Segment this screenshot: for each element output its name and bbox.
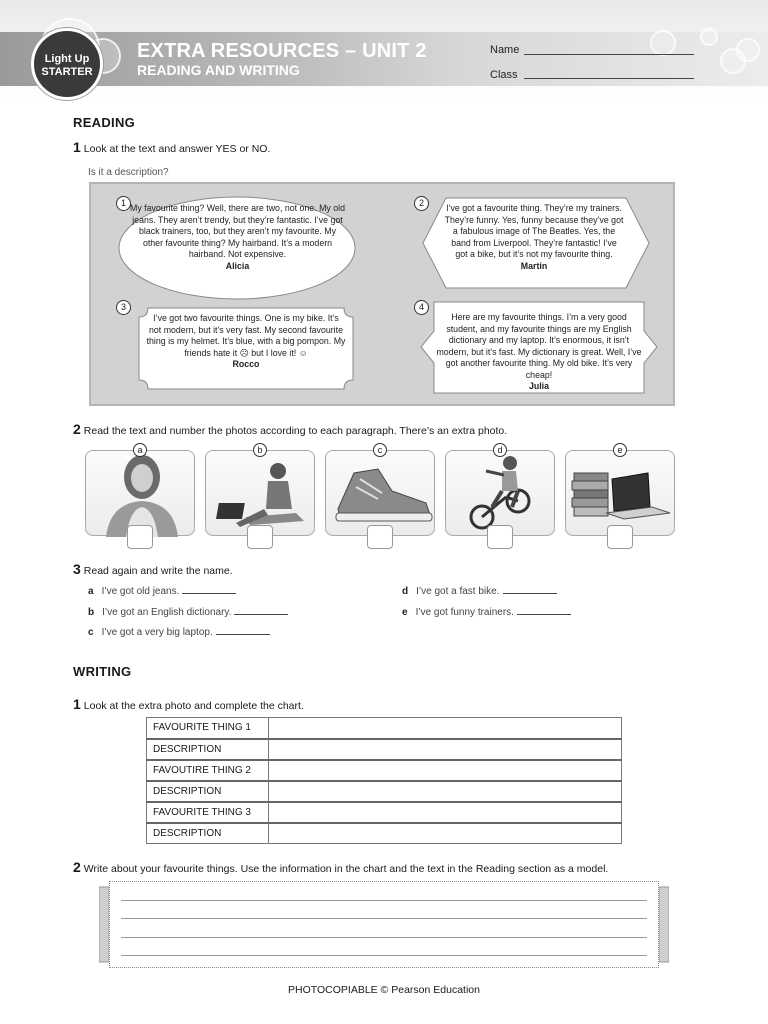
chart-answer-cell[interactable] — [269, 718, 622, 739]
text-number: 4 — [414, 300, 429, 315]
text-1-alicia — [130, 203, 345, 272]
q-text: Write about your favourite things. Use the information in the chart and the text in the Reading section as a model. — [83, 863, 609, 875]
item-letter: e — [402, 607, 408, 618]
text-3-rocco — [146, 313, 346, 371]
answer-blank[interactable] — [517, 614, 571, 615]
item-text: I’ve got an English dictionary. — [102, 607, 232, 618]
decor-bubble — [736, 38, 760, 62]
writing-heading: WRITING — [73, 664, 132, 679]
chart-row-label: FAVOURITE THING 1 — [147, 718, 269, 739]
text-body: I’ve got a favourite thing. They’re my trainers. They’re funny. Yes, funny because they’ve got a fabulous image of The Beatles. Yes, the band from Liverpool. They’re fantastic! I’ve got a bike, but it’s not my favourite thing. — [444, 203, 624, 259]
q-text: Look at the extra photo and complete the chart. — [83, 700, 304, 712]
text-2-martin — [444, 203, 624, 272]
light-up-starter-logo — [31, 28, 103, 100]
answer-blank[interactable] — [182, 593, 236, 594]
text-author: Martin — [520, 260, 548, 271]
writing-line — [121, 955, 647, 956]
favourite-things-chart — [146, 717, 622, 844]
text-author: Rocco — [232, 359, 260, 369]
chart-answer-cell[interactable] — [269, 739, 622, 760]
decor-bubble — [700, 28, 718, 46]
chart-row — [147, 739, 622, 760]
item-letter: b — [88, 607, 95, 618]
q-number: 1 — [73, 696, 81, 712]
item-letter: a — [88, 586, 94, 597]
q-number: 2 — [73, 859, 81, 875]
chart-answer-cell[interactable] — [269, 760, 622, 781]
chart-row — [147, 781, 622, 802]
text-4-julia — [436, 312, 642, 393]
photo-d — [445, 450, 555, 536]
logo-line1: Light Up — [44, 53, 90, 65]
chart-row-label: DESCRIPTION — [147, 739, 269, 760]
page-subtitle: READING AND WRITING — [137, 62, 300, 78]
answer-blank[interactable] — [503, 593, 557, 594]
chart-row-label: FAVOUTIRE THING 2 — [147, 760, 269, 781]
answer-box-b[interactable] — [247, 525, 273, 549]
reading-q1 — [73, 139, 270, 155]
answer-box-c[interactable] — [367, 525, 393, 549]
photo-c — [325, 450, 435, 536]
chart-row-label: DESCRIPTION — [147, 823, 269, 844]
text-number: 3 — [116, 300, 131, 315]
reading-q2 — [73, 421, 507, 437]
reading-q1-subquestion: Is it a description? — [88, 167, 169, 178]
text-body: Here are my favourite things. I’m a very good student, and my favourite things are my English dictionary and my laptop. It’s enormous, it isn’t modern, but it’s fast. My dictionary is great. Well, I’ve got another favourite thing. My old bike. It’s very cheap! — [436, 312, 642, 380]
text-body: I’ve got two favourite things. One is my bike. It’s not modern, but it’s very fast. My second favourite thing is my helmet. It’s blue, with a big pompon. My friends hate it ☹ but I love it! ☺ — [146, 313, 346, 358]
writing-q1 — [73, 696, 304, 712]
class-label: Class — [490, 69, 518, 81]
chart-row — [147, 718, 622, 739]
page-title: EXTRA RESOURCES – UNIT 2 — [137, 40, 427, 62]
q-number: 3 — [73, 561, 81, 577]
item-text: I’ve got a very big laptop. — [101, 627, 213, 638]
answer-box-d[interactable] — [487, 525, 513, 549]
name-label: Name — [490, 44, 520, 56]
photo-a — [85, 450, 195, 536]
text-author: Alicia — [225, 260, 250, 271]
writing-line — [121, 918, 647, 919]
q-number: 1 — [73, 139, 81, 155]
answer-box-a[interactable] — [127, 525, 153, 549]
chart-row-label: DESCRIPTION — [147, 781, 269, 802]
photo-letter: a — [133, 443, 147, 457]
text-body: My favourite thing? Well, there are two, not one. My old jeans. They aren’t trendy, but they’re fantastic. I’ve got black trainers, too, but they aren’t my favourite. My other favourite thing? My hairband. It’s a modern hairband. Not expensive. — [130, 203, 345, 259]
item-a — [88, 586, 236, 597]
answer-blank[interactable] — [216, 634, 270, 635]
writing-line — [121, 900, 647, 901]
item-text: I’ve got a fast bike. — [416, 586, 500, 597]
item-e — [402, 607, 571, 618]
photo-letter: c — [373, 443, 387, 457]
photo-letter: d — [493, 443, 507, 457]
q-text: Read again and write the name. — [83, 565, 233, 577]
item-text: I’ve got old jeans. — [101, 586, 180, 597]
reading-q3 — [73, 561, 233, 577]
text-number: 1 — [116, 196, 131, 211]
text-author: Julia — [528, 381, 550, 391]
writing-q2 — [73, 859, 608, 875]
answer-blank[interactable] — [234, 614, 288, 615]
q-text: Read the text and number the photos according to each paragraph. There’s an extra photo. — [83, 425, 508, 437]
chart-row — [147, 760, 622, 781]
reading-heading: READING — [73, 115, 136, 130]
photo-letter: e — [613, 443, 627, 457]
chart-row — [147, 802, 622, 823]
item-text: I’ve got funny trainers. — [415, 607, 514, 618]
chart-answer-cell[interactable] — [269, 781, 622, 802]
chart-answer-cell[interactable] — [269, 802, 622, 823]
writing-line — [121, 937, 647, 938]
footer-copyright: PHOTOCOPIABLE © Pearson Education — [288, 984, 480, 996]
text-number: 2 — [414, 196, 429, 211]
q-number: 2 — [73, 421, 81, 437]
q-text: Look at the text and answer YES or NO. — [83, 143, 271, 155]
photo-e — [565, 450, 675, 536]
item-c — [88, 627, 270, 638]
chart-answer-cell[interactable] — [269, 823, 622, 844]
answer-box-e[interactable] — [607, 525, 633, 549]
item-b — [88, 607, 288, 618]
photo-letter: b — [253, 443, 267, 457]
class-field[interactable] — [524, 68, 694, 79]
item-letter: d — [402, 586, 409, 597]
chart-row — [147, 823, 622, 844]
photo-b — [205, 450, 315, 536]
name-field[interactable] — [524, 44, 694, 55]
chart-row-label: FAVOURITE THING 3 — [147, 802, 269, 823]
item-letter: c — [88, 627, 94, 638]
logo-line2: STARTER — [41, 66, 93, 78]
item-d — [402, 586, 557, 597]
